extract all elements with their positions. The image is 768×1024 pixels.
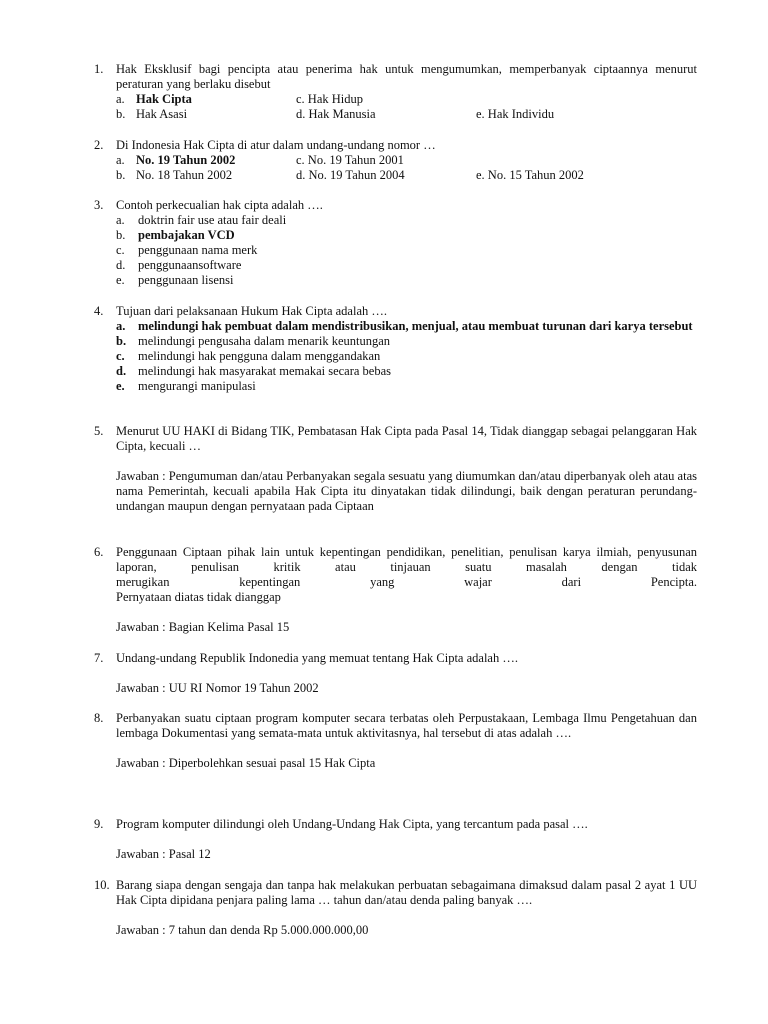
question-number: 2. bbox=[94, 138, 104, 152]
question-number: 1. bbox=[94, 62, 104, 76]
answer-text: Jawaban : UU RI Nomor 19 Tahun 2002 bbox=[116, 681, 319, 695]
option-b: No. 18 Tahun 2002 bbox=[136, 168, 233, 182]
option-row bbox=[116, 168, 697, 183]
question-number: 10. bbox=[94, 878, 110, 892]
option-a-correct: No. 19 Tahun 2002 bbox=[136, 153, 236, 167]
option-letter: d. bbox=[116, 258, 126, 272]
question-7 bbox=[94, 651, 697, 696]
question-2 bbox=[94, 138, 697, 183]
option-row bbox=[116, 92, 697, 107]
question-number: 6. bbox=[94, 545, 104, 559]
option-letter: a. bbox=[116, 92, 125, 106]
question-10 bbox=[94, 878, 697, 938]
question-text-line: Pernyataan diatas tidak dianggap bbox=[116, 590, 281, 604]
option-b-correct bbox=[116, 228, 697, 243]
question-6 bbox=[94, 545, 697, 635]
option-letter: c. bbox=[116, 349, 125, 363]
option-letter: b. bbox=[116, 334, 127, 348]
option-letter: a. bbox=[116, 213, 125, 227]
question-text: Hak Eksklusif bagi pencipta atau penerima hak untuk mengumumkan, memperbanyak ciptaannya menurut peraturan yang berlaku disebut bbox=[116, 62, 697, 91]
question-1 bbox=[94, 62, 697, 122]
question-number: 7. bbox=[94, 651, 104, 665]
option-letter: d. bbox=[116, 364, 127, 378]
question-5 bbox=[94, 424, 697, 514]
question-4 bbox=[94, 304, 697, 394]
option-e bbox=[116, 273, 697, 288]
option-c bbox=[116, 349, 697, 364]
option-c: c. No. 19 Tahun 2001 bbox=[296, 153, 404, 167]
question-text: Program komputer dilindungi oleh Undang-Undang Hak Cipta, yang tercantum pada pasal …. bbox=[116, 817, 588, 831]
option-d: d. Hak Manusia bbox=[296, 107, 376, 121]
option-d bbox=[116, 258, 697, 273]
option-a bbox=[116, 213, 697, 228]
question-text: Perbanyakan suatu ciptaan program komputer secara terbatas oleh Perpustakaan, Lembaga Ilmu Pengetahuan dan lembaga Dokumentasi yang semata-mata untuk aktivitasnya, hal tersebut di atas adalah …. bbox=[116, 711, 697, 740]
question-8 bbox=[94, 711, 697, 771]
option-text: mengurangi manipulasi bbox=[138, 379, 256, 393]
answer-text: Jawaban : Bagian Kelima Pasal 15 bbox=[116, 620, 290, 634]
answer-text: Jawaban : Pasal 12 bbox=[116, 847, 211, 861]
option-text: penggunaan nama merk bbox=[138, 243, 258, 257]
question-text: Di Indonesia Hak Cipta di atur dalam undang-undang nomor … bbox=[116, 138, 436, 152]
answer-text: Jawaban : Diperbolehkan sesuai pasal 15 Hak Cipta bbox=[116, 756, 376, 770]
option-letter: b. bbox=[116, 107, 126, 121]
question-3 bbox=[94, 198, 697, 288]
option-letter: b. bbox=[116, 168, 126, 182]
option-text: melindungi hak masyarakat memakai secara bebas bbox=[138, 364, 392, 378]
option-e: e. No. 15 Tahun 2002 bbox=[476, 168, 584, 182]
question-number: 4. bbox=[94, 304, 104, 318]
option-b: Hak Asasi bbox=[136, 107, 188, 121]
question-text: Barang siapa dengan sengaja dan tanpa hak melakukan perbuatan sebagaimana dimaksud dalam pasal 2 ayat 1 UU Hak Cipta dipidana penjara paling lama … tahun dan/atau denda paling banyak …. bbox=[116, 878, 697, 907]
option-letter: c. bbox=[116, 243, 125, 257]
answer-text: Jawaban : Pengumuman dan/atau Perbanyakan segala sesuatu yang diumumkan dan/atau diperbanyak oleh atau atas nama Pemerintah, kecuali apabila Hak Cipta itu dinyatakan tidak dilindungi, baik dengan peraturan perundang-undangan maupun dengan pernyataan pada Ciptaan bbox=[116, 469, 697, 513]
option-text: melindungi hak pembuat dalam mendistribusikan, menjual, atau membuat turunan dari karya tersebut bbox=[138, 319, 693, 333]
answer-text: Jawaban : 7 tahun dan denda Rp 5.000.000.000,00 bbox=[116, 923, 369, 937]
option-text: melindungi pengusaha dalam menarik keuntungan bbox=[138, 334, 391, 348]
option-letter: e. bbox=[116, 273, 125, 287]
question-number: 8. bbox=[94, 711, 104, 725]
option-row bbox=[116, 107, 697, 122]
option-text: pembajakan VCD bbox=[138, 228, 235, 242]
option-a-correct: Hak Cipta bbox=[136, 92, 192, 106]
question-number: 5. bbox=[94, 424, 104, 438]
question-text: Contoh perkecualian hak cipta adalah …. bbox=[116, 198, 323, 212]
question-text: Undang-undang Republik Indonedia yang memuat tentang Hak Cipta adalah …. bbox=[116, 651, 518, 665]
option-e: e. Hak Individu bbox=[476, 107, 555, 121]
option-d: d. No. 19 Tahun 2004 bbox=[296, 168, 405, 182]
option-c bbox=[116, 243, 697, 258]
option-text: melindungi hak pengguna dalam menggandakan bbox=[138, 349, 381, 363]
option-e bbox=[116, 379, 697, 394]
option-letter: e. bbox=[116, 379, 125, 393]
option-c: c. Hak Hidup bbox=[296, 92, 363, 106]
option-b bbox=[116, 334, 697, 349]
option-text: doktrin fair use atau fair deali bbox=[138, 213, 287, 227]
option-d bbox=[116, 364, 697, 379]
question-text: Penggunaan Ciptaan pihak lain untuk kepentingan pendidikan, penelitian, penulisan karya ilmiah, penyusunan laporan, penulisan kritik atau tinjauan suatu masalah dengan tidak bbox=[116, 545, 697, 574]
question-text: Tujuan dari pelaksanaan Hukum Hak Cipta adalah …. bbox=[116, 304, 388, 318]
option-letter: a. bbox=[116, 153, 125, 167]
option-text: penggunaansoftware bbox=[138, 258, 242, 272]
option-a-correct bbox=[116, 319, 697, 334]
question-number: 9. bbox=[94, 817, 104, 831]
option-row bbox=[116, 153, 697, 168]
question-text-line: merugikan kepentingan yang wajar dari Pencipta. bbox=[116, 575, 697, 589]
question-number: 3. bbox=[94, 198, 104, 212]
option-letter: a. bbox=[116, 319, 126, 333]
option-text: penggunaan lisensi bbox=[138, 273, 234, 287]
option-letter: b. bbox=[116, 228, 126, 242]
question-9 bbox=[94, 817, 697, 862]
question-text: Menurut UU HAKI di Bidang TIK, Pembatasan Hak Cipta pada Pasal 14, Tidak dianggap sebagai pelanggaran Hak Cipta, kecuali … bbox=[116, 424, 697, 453]
